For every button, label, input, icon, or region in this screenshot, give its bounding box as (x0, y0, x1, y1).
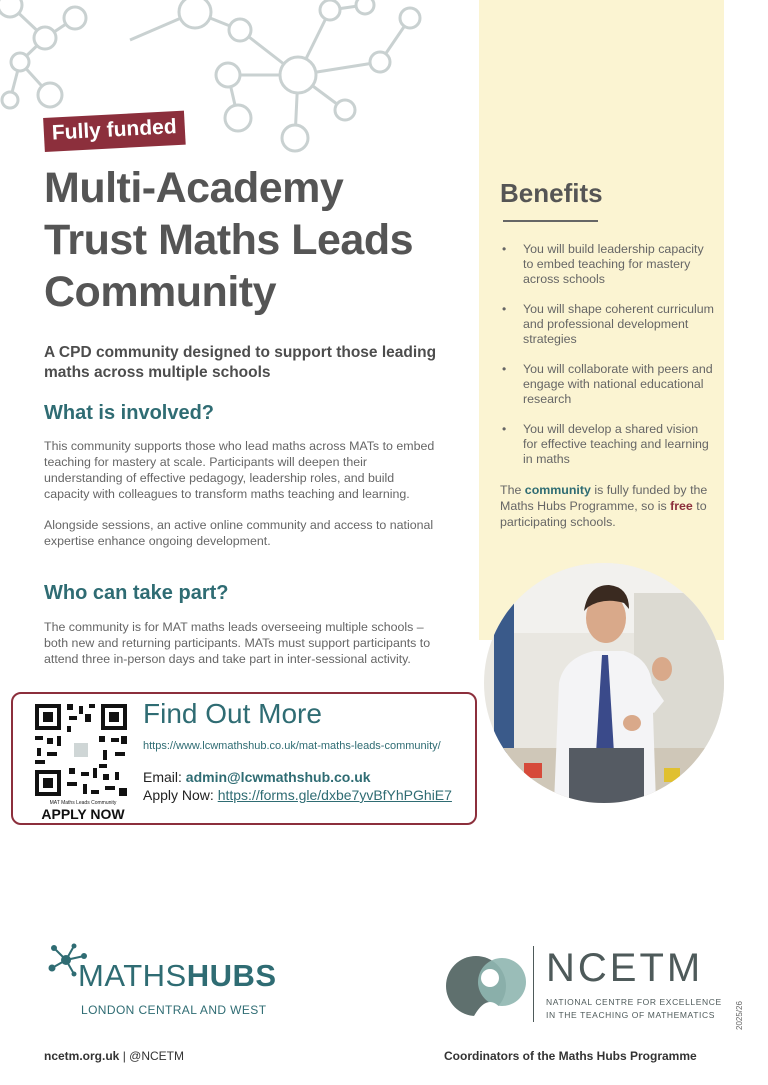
fully-funded-badge: Fully funded (43, 111, 185, 152)
apply-line (143, 787, 452, 803)
take-part-paragraph: The community is for MAT maths leads overseeing multiple schools – both new and returning participants. MATs must support participants to attend three in-person days and take part in inter-sessional activity. (44, 620, 431, 666)
qr-apply-now: APPLY NOW (41, 806, 125, 822)
london-central-west: LONDON CENTRAL AND WEST (81, 1003, 267, 1017)
title-line: Trust Maths Leads (44, 216, 414, 264)
ncetm-wordmark: NCETM (546, 946, 704, 990)
funding-text: The (500, 483, 525, 497)
benefits-list (500, 242, 715, 482)
funding-statement (500, 482, 715, 530)
maths-hubs-logo-text (78, 958, 277, 994)
ncetm-logo-icon (444, 946, 528, 1024)
email-label: Email: (143, 769, 186, 785)
involved-heading: What is involved? (44, 402, 215, 424)
hub-url-link[interactable]: https://www.lcwmathshub.co.uk/mat-maths-leads-community/ (143, 740, 441, 752)
email-link[interactable]: admin@lcwmathshub.co.uk (185, 769, 371, 785)
footer-separator: | (119, 1049, 130, 1063)
ncetm-line: NATIONAL CENTRE FOR EXCELLENCE (546, 997, 722, 1007)
benefit-item: • You will develop a shared vision for effective teaching and learning in maths (500, 422, 715, 467)
involved-paragraph-1: This community supports those who lead maths across MATs to embed teaching for mastery at scale. Participants will deepen their understanding of effective pedagogy, leadership roles, and build capacity with colleagues to transform maths teaching and learning. (44, 439, 435, 501)
apply-link[interactable]: https://forms.gle/dxbe7yvBfYhPGhiE7 (217, 787, 452, 803)
ncetm-full-name (546, 996, 722, 1022)
footer-coordinators: Coordinators of the Maths Hubs Programme (444, 1049, 697, 1063)
hubs-word: HUBS (186, 958, 277, 993)
benefits-title: Benefits (500, 178, 603, 208)
ncetm-divider (533, 946, 534, 1022)
subtitle: A CPD community designed to support those leading maths across multiple schools (44, 344, 437, 381)
title-line: Community (44, 268, 276, 316)
benefit-item: • You will shape coherent curriculum and professional development strategies (500, 302, 715, 347)
presenter-photo (484, 563, 724, 803)
benefit-item: • You will build leadership capacity to embed teaching for mastery across schools (500, 242, 715, 287)
email-line (143, 769, 371, 785)
ncetm-line: IN THE TEACHING OF MATHEMATICS (546, 1010, 715, 1020)
title-line: Multi-Academy (44, 164, 344, 212)
maths-word: MATHS (78, 958, 187, 993)
benefits-divider (503, 220, 598, 222)
ncetm-site-link[interactable]: ncetm.org.uk (44, 1049, 120, 1063)
funding-text: to participating schools. (500, 499, 707, 529)
funding-text: is fully funded by the Maths Hubs Programme, so is (500, 483, 708, 513)
page-title (44, 162, 464, 318)
benefit-item: • You will collaborate with peers and engage with national educational research (500, 362, 715, 407)
involved-paragraph-2: Alongside sessions, an active online community and access to national expertise enhance ongoing development. (44, 518, 434, 548)
edition-year: 2025/26 (735, 1001, 744, 1030)
apply-label: Apply Now: (143, 787, 218, 803)
footer-links (44, 1049, 184, 1063)
funding-free: free (670, 499, 693, 513)
find-out-more-title: Find Out More (143, 698, 322, 729)
take-part-heading: Who can take part? (44, 582, 229, 604)
ncetm-social-handle[interactable]: @NCETM (129, 1049, 184, 1063)
qr-caption: MAT Maths Leads Community (49, 800, 117, 806)
qr-code-icon (33, 702, 129, 798)
funding-community: community (524, 483, 591, 497)
